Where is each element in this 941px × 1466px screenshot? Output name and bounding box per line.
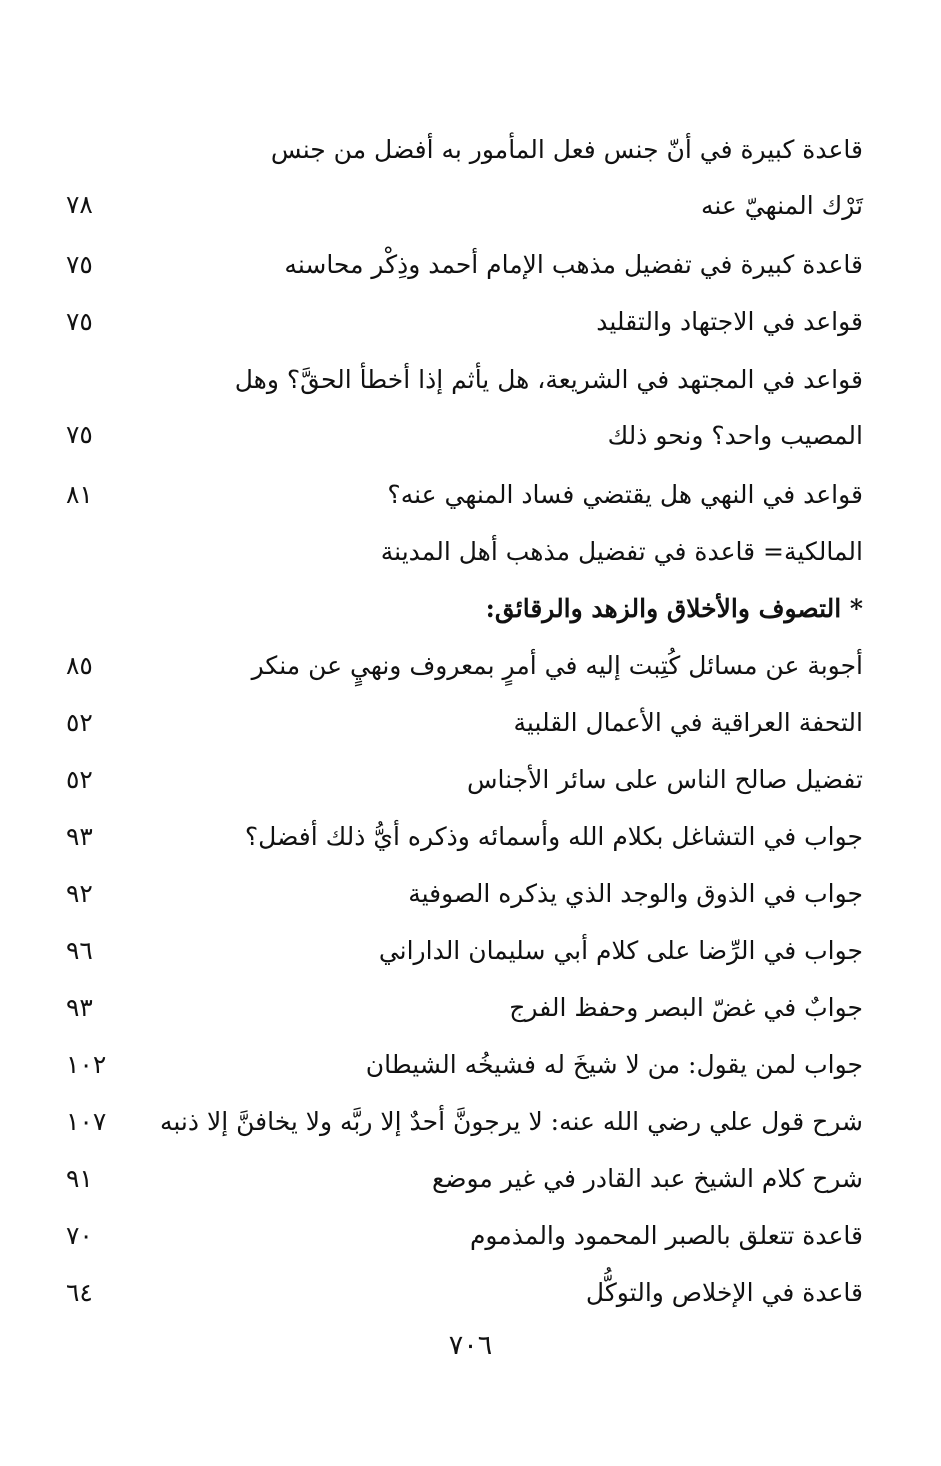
entry-page-number: ٩٣ xyxy=(66,822,93,851)
index-entry xyxy=(0,1091,941,1148)
index-entry xyxy=(0,291,941,348)
entry-page-number: ٦٤ xyxy=(66,1278,93,1307)
entry-title: جواب لمن يقول: من لا شيخَ له فشيخُه الشيطان xyxy=(365,1050,863,1079)
entry-page-number: ٧٥ xyxy=(66,307,93,336)
entry-title: جواب في الرِّضا على كلام أبي سليمان الداراني xyxy=(378,936,863,965)
entry-page-number: ٧٥ xyxy=(66,250,93,279)
section-heading xyxy=(0,578,941,635)
index-entry xyxy=(0,1148,941,1205)
entry-title: جواب في التشاغل بكلام الله وأسمائه وذكره أيُّ ذلك أفضل؟ xyxy=(244,822,863,851)
index-entry xyxy=(0,464,941,521)
entry-page-number: ٩٢ xyxy=(66,879,93,908)
entry-title: قاعدة كبيرة في تفضيل مذهب الإمام أحمد وذِكْر محاسنه xyxy=(284,250,863,279)
entry-title: قواعد في الاجتهاد والتقليد xyxy=(596,307,863,336)
entry-page-number: ١٠٧ xyxy=(66,1107,107,1136)
index-entry xyxy=(0,863,941,920)
index-entry xyxy=(0,234,941,291)
entry-title: جوابٌ في غضّ البصر وحفظ الفرج xyxy=(509,993,863,1022)
entry-page-number: ١٠٢ xyxy=(66,1050,107,1079)
entry-page-number: ٩٣ xyxy=(66,993,93,1022)
entry-page-number: ٧٨ xyxy=(66,190,93,219)
page-number: ٧٠٦ xyxy=(448,1330,493,1361)
entry-title: قواعد في النهي هل يقتضي فساد المنهي عنه؟ xyxy=(387,480,863,509)
entry-page-number: ٥٢ xyxy=(66,708,93,737)
entry-title: قواعد في المجتهد في الشريعة، هل يأثم إذا أخطأ الحقَّ؟ وهل المصيب واحد؟ ونحو ذلك xyxy=(234,365,863,450)
entry-title: أجوبة عن مسائل كُتِبت إليه في أمرٍ بمعروف ونهيٍ عن منكر xyxy=(251,651,863,680)
entry-page-number: ٩٦ xyxy=(66,936,93,965)
entry-page-number: ٩١ xyxy=(66,1164,93,1193)
index-entry xyxy=(0,692,941,749)
index-entry xyxy=(0,635,941,692)
entry-title: المالكية= قاعدة في تفضيل مذهب أهل المدينة xyxy=(380,537,863,566)
index-entries xyxy=(0,118,941,1319)
index-entry xyxy=(0,806,941,863)
entry-page-number: ٧٥ xyxy=(66,420,93,449)
index-entry xyxy=(0,521,941,578)
entry-title: قاعدة في الإخلاص والتوكُّل xyxy=(585,1278,863,1307)
index-entry xyxy=(0,1205,941,1262)
index-entry xyxy=(0,1034,941,1091)
index-entry xyxy=(0,118,941,234)
entry-title: شرح كلام الشيخ عبد القادر في غير موضع xyxy=(431,1164,863,1193)
entry-title: * التصوف والأخلاق والزهد والرقائق: xyxy=(485,594,863,623)
index-entry xyxy=(0,1262,941,1319)
entry-title: قاعدة كبيرة في أنّ جنس فعل المأمور به أفضل من جنس تَرْك المنهيّ عنه xyxy=(270,135,863,220)
entry-page-number: ٨١ xyxy=(66,480,93,509)
entry-title: تفضيل صالح الناس على سائر الأجناس xyxy=(466,765,863,794)
entry-title: شرح قول علي رضي الله عنه: لا يرجونَّ أحدٌ إلا ربَّه ولا يخافنَّ إلا ذنبه xyxy=(159,1107,863,1136)
entry-page-number: ٨٥ xyxy=(66,651,93,680)
index-entry xyxy=(0,749,941,806)
entry-title: قاعدة تتعلق بالصبر المحمود والمذموم xyxy=(469,1221,863,1250)
entry-title: جواب في الذوق والوجد الذي يذكره الصوفية xyxy=(408,879,863,908)
entry-page-number: ٥٢ xyxy=(66,765,93,794)
index-entry xyxy=(0,977,941,1034)
entry-page-number: ٧٠ xyxy=(66,1221,93,1250)
index-entry xyxy=(0,348,941,464)
index-entry xyxy=(0,920,941,977)
entry-title: التحفة العراقية في الأعمال القلبية xyxy=(513,708,863,737)
